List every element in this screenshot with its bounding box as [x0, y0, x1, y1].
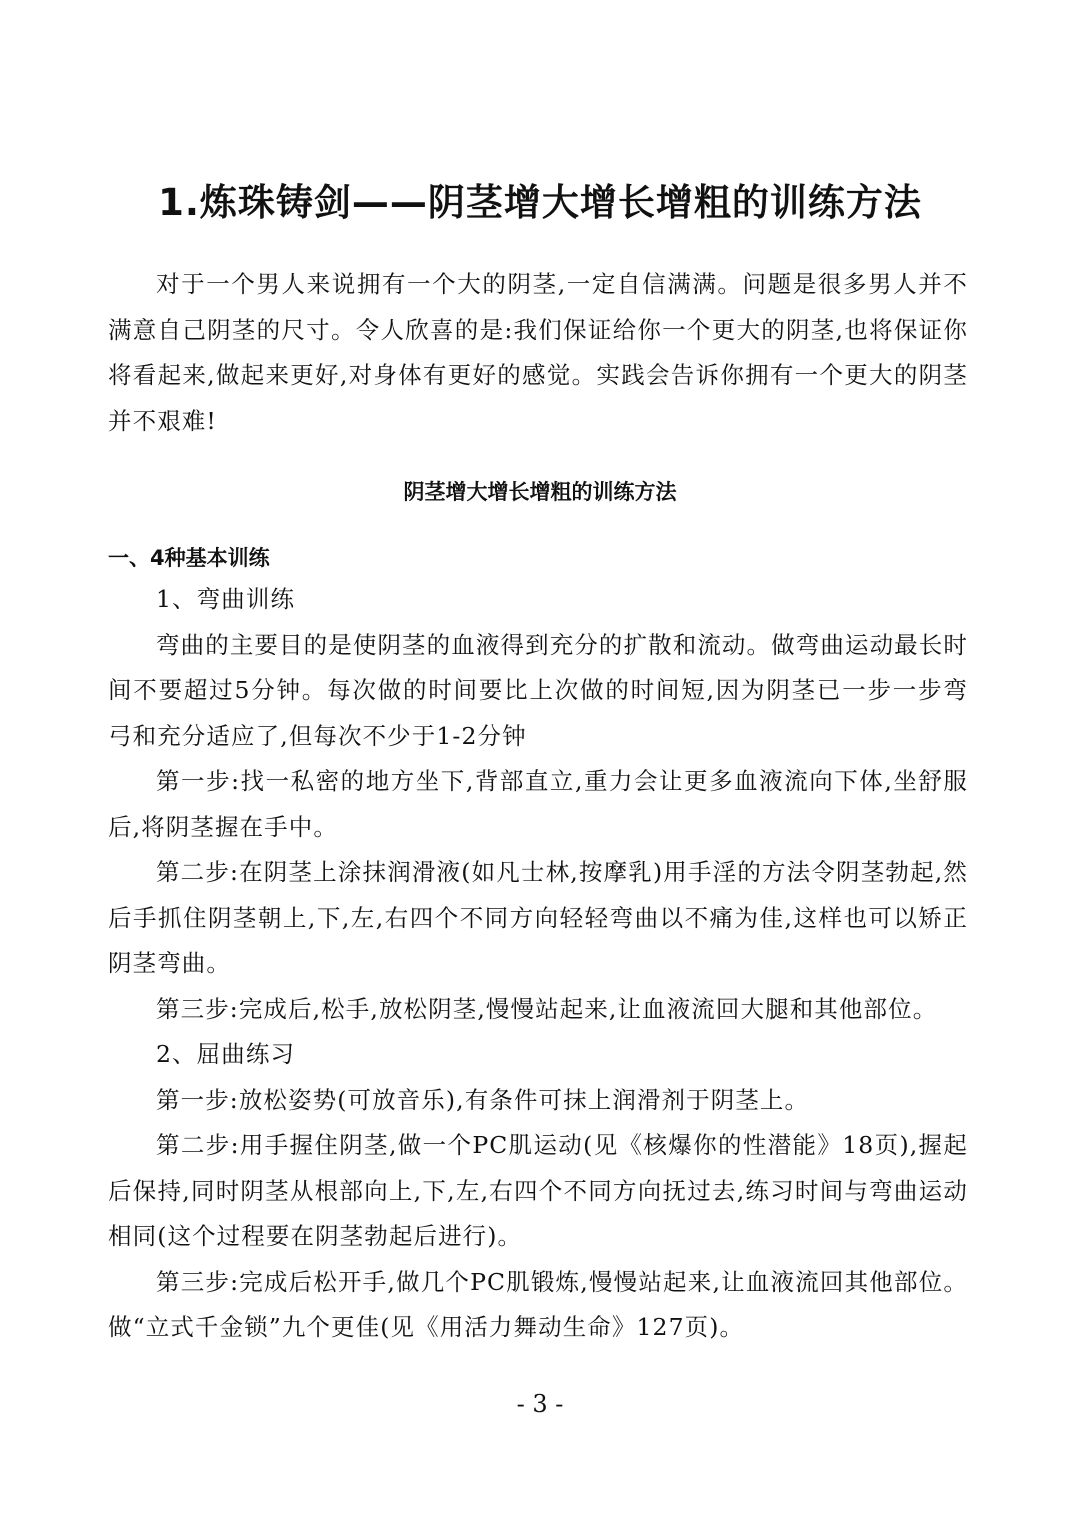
part1-step2: 第二步:在阴茎上涂抹润滑液(如凡士林,按摩乳)用手淫的方法令阴茎勃起,然后手抓住阴茎朝上,下,左,右四个不同方向轻轻弯曲以不痛为佳,这样也可以矫正阴茎弯曲。 — [108, 858, 968, 977]
page-title: 1.炼珠铸剑——阴茎增大增长增粗的训练方法 — [158, 181, 922, 224]
page-number: - 3 - — [516, 1390, 564, 1418]
part2-heading: 2、屈曲练习 — [156, 1040, 296, 1068]
part2-step2: 第二步:用手握住阴茎,做一个PC肌运动(见《核爆你的性潜能》18页),握起后保持,同时阴茎从根部向上,下,左,右四个不同方向抚过去,练习时间与弯曲运动相同(这个过程要在阴茎勃起后进行)。 — [108, 1131, 968, 1250]
part1-heading: 1、弯曲训练 — [156, 585, 296, 613]
section-subtitle: 阴茎增大增长增粗的训练方法 — [403, 480, 677, 504]
intro-paragraph: 对于一个男人来说拥有一个大的阴茎,一定自信满满。问题是很多男人并不满意自己阴茎的尺寸。令人欣喜的是:我们保证给你一个更大的阴茎,也将保证你将看起来,做起来更好,对身体有更好的感觉。实践会告诉你拥有一个更大的阴茎并不艰难! — [108, 270, 968, 435]
part2-step1: 第一步:放松姿势(可放音乐),有条件可抹上润滑剂于阴茎上。 — [156, 1085, 810, 1114]
part1-description: 弯曲的主要目的是使阴茎的血液得到充分的扩散和流动。做弯曲运动最长时间不要超过5分钟。每次做的时间要比上次做的时间短,因为阴茎已一步一步弯弓和充分适应了,但每次不少于1-2分钟 — [108, 630, 968, 750]
part1-step1: 第一步:找一私密的地方坐下,背部直立,重力会让更多血液流向下体,坐舒服后,将阴茎握在手中。 — [108, 767, 968, 841]
part1-step3: 第三步:完成后,松手,放松阴茎,慢慢站起来,让血液流回大腿和其他部位。 — [156, 994, 938, 1023]
part2-step3: 第三步:完成后松开手,做几个PC肌锻炼,慢慢站起来,让血液流回其他部位。做“立式千金锁”九个更佳(见《用活力舞动生命》127页)。 — [108, 1267, 968, 1341]
section-heading: 一、4种基本训练 — [108, 546, 270, 570]
